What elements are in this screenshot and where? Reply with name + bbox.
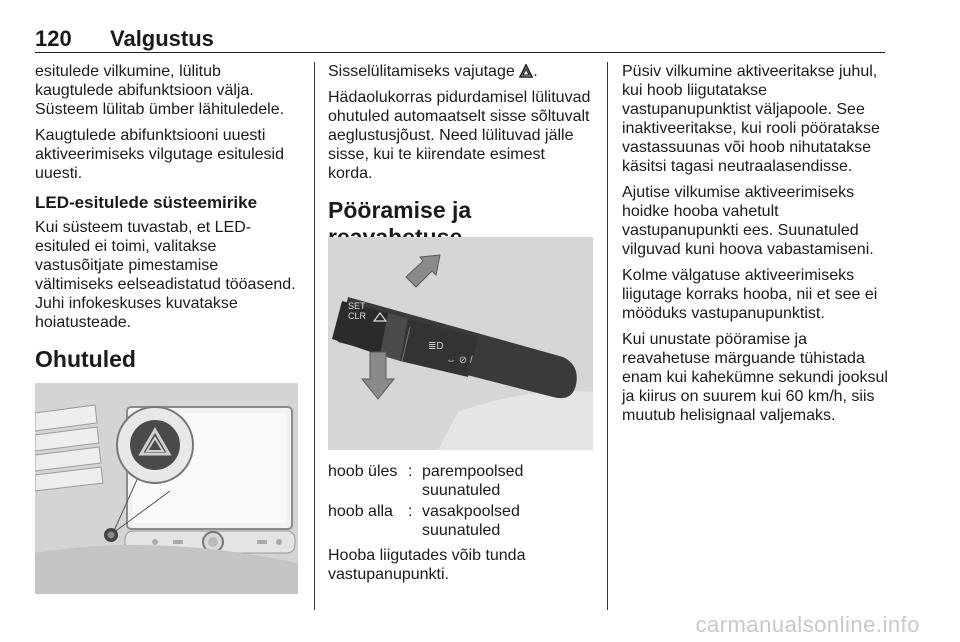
column-divider-1 xyxy=(314,62,315,610)
heading-hazard-lights: Ohutuled xyxy=(35,346,136,372)
list-term: hoob üles xyxy=(328,463,398,480)
lever-direction-list xyxy=(328,462,593,542)
paragraph: Sisselülitamiseks vajutage . xyxy=(328,63,538,80)
svg-text:≣D: ≣D xyxy=(428,341,444,352)
hazard-triangle-icon xyxy=(519,64,533,78)
column-1 xyxy=(35,62,305,383)
paragraph: Kui unustate pööramise ja reavahetuse märguande tühistada enam kui kahekümne sekundi jooksul ja kiirus on suurem kui 60 km/h, siis muutub helisignaal valjemaks. xyxy=(622,331,888,424)
list-item xyxy=(328,462,593,500)
paragraph: Kaugtulede abifunktsiooni uuesti aktiveerimiseks vilgutage esitulesid uuesti. xyxy=(35,127,284,182)
list-term: hoob alla xyxy=(328,503,393,520)
paragraph: Ajutise vilkumise aktiveerimiseks hoidke hooba vahetult vastupanupunkti ees. Suunatuled vilguvad kuni hoova vabastamiseni. xyxy=(622,184,874,258)
column-divider-2 xyxy=(607,62,608,610)
watermark: carmanualsonline.info xyxy=(695,612,920,637)
column-3 xyxy=(622,62,892,432)
paragraph: Püsiv vilkumine aktiveeritakse juhul, kui hoob liigutatakse vastupanupunktist väljapoole. See inaktiveeritakse, kui rooli pööratakse vastassuunas või hoob nihutatakse käsitsi tagasi neutraalasendisse. xyxy=(622,63,880,175)
paragraph: Hädaolukorras pidurdamisel lülituvad ohutuled automaatselt sisse sõltuvalt aeglustusjõust. Need lülituvad jälle sisse, kui te kiirendate esimest korda. xyxy=(328,89,591,182)
list-separator: : xyxy=(408,503,413,520)
page-header xyxy=(35,26,885,53)
paragraph: Hooba liigutades võib tunda vastupanupunkti. xyxy=(328,547,526,583)
heading-turn-signals: Pööramise ja xyxy=(328,197,472,223)
paragraph: Kui süsteem tuvastab, et LED- esituled ei toimi, valitakse vastusõitjate pimestamise vältimiseks eelseadistatud tööasend. Juhi infokeskuses kuvatakse hoiatusteade. xyxy=(35,219,296,331)
list-description: parempoolsed suunatuled xyxy=(422,463,524,499)
svg-text:⇔ ⊘ /: ⇔ ⊘ / xyxy=(446,355,473,366)
subheading-led-fault: LED-esitulede süsteemirike xyxy=(35,193,258,212)
paragraph: esitulede vilkumine, lülitub kaugtulede abifunktsioon välja. Süsteem lülitab ümber lähituledele. xyxy=(35,63,285,118)
section-title: Valgustus xyxy=(110,26,214,51)
lever-set-clr-label: SET CLR xyxy=(348,301,367,321)
list-description: vasakpoolsed suunatuled xyxy=(422,503,520,539)
list-separator: : xyxy=(408,463,413,480)
page-number: 120 xyxy=(35,26,72,51)
paragraph: Kolme välgatuse aktiveerimiseks liigutage korraks hooba, nii et see ei mööduks vastupanupunktist. xyxy=(622,267,878,322)
hazard-button-illustration xyxy=(35,383,298,594)
list-item xyxy=(328,502,593,540)
turn-signal-lever-illustration xyxy=(328,237,593,450)
